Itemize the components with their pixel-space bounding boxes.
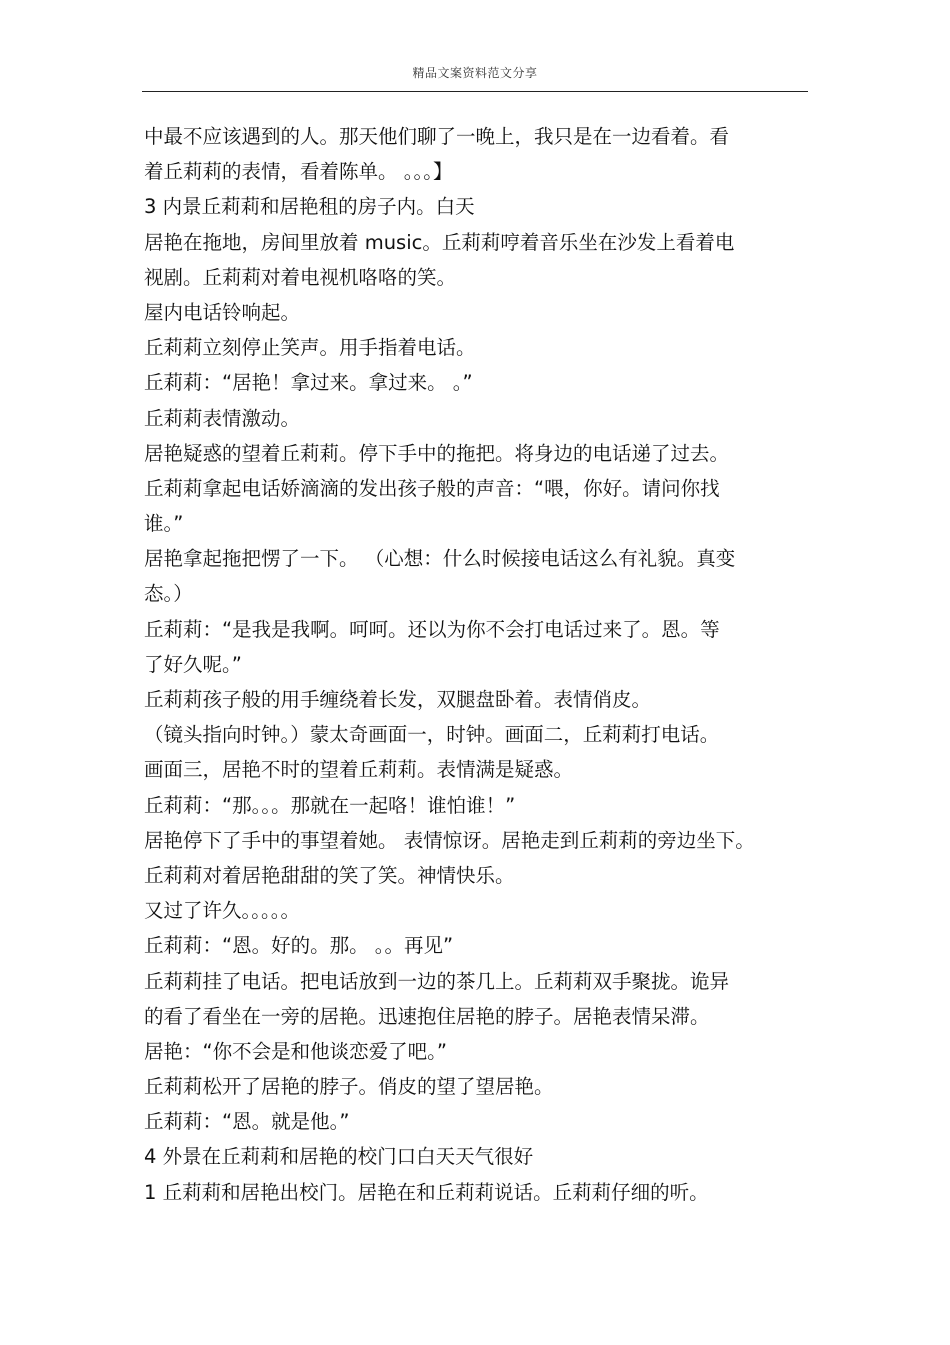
dialogue-line: 丘莉莉：“恩。就是他。”	[144, 1110, 350, 1134]
text-line: 丘莉莉挂了电话。把电话放到一边的茶几上。丘莉莉双手聚拢。诡异	[144, 969, 730, 993]
header-divider	[142, 91, 808, 92]
text-line: 居艳在拖地，房间里放着 music。丘莉莉哼着音乐坐在沙发上看着电	[144, 230, 735, 254]
text-line: 着丘莉莉的表情，看着陈单。 。。。】	[144, 160, 453, 184]
text-line: 丘莉莉立刻停止笑声。用手指着电话。	[144, 336, 476, 360]
text-line: 的看了看坐在一旁的居艳。迅速抱住居艳的脖子。居艳表情呆滞。	[144, 1004, 710, 1028]
dialogue-line: 丘莉莉：“恩。好的。那。 。。再见”	[144, 934, 454, 958]
page-header: 精品文案资料范文分享	[412, 66, 538, 80]
dialogue-line: 居艳：“你不会是和他谈恋爱了吧。”	[144, 1039, 447, 1063]
dialogue-line: 丘莉莉：“是我是我啊。呵呵。还以为你不会打电话过来了。恩。等	[144, 617, 720, 641]
text-line: 又过了许久。。。。。	[144, 899, 301, 923]
text-line: 态。）	[144, 582, 193, 606]
dialogue-line: 丘莉莉：“那。。。那就在一起咯！谁怕谁！”	[144, 793, 516, 817]
text-line: 1 丘莉莉和居艳出校门。居艳在和丘莉莉说话。丘莉莉仔细的听。	[144, 1180, 709, 1204]
text-line: 了好久呢。”	[144, 652, 242, 676]
text-line: 居艳疑惑的望着丘莉莉。停下手中的拖把。将身边的电话递了过去。	[144, 441, 730, 465]
text-line: （镜头指向时钟。）蒙太奇画面一，时钟。画面二，丘莉莉打电话。	[144, 723, 720, 747]
text-line: 画面三，居艳不时的望着丘莉莉。表情满是疑惑。	[144, 758, 574, 782]
text-line: 居艳拿起拖把愣了一下。 （心想：什么时候接电话这么有礼貌。真变	[144, 547, 736, 571]
text-line: 屋内电话铃响起。	[144, 300, 301, 324]
text-line: 中最不应该遇到的人。那天他们聊了一晚上，我只是在一边看着。看	[144, 125, 730, 148]
text-line: 丘莉莉对着居艳甜甜的笑了笑。神情快乐。	[144, 863, 515, 887]
text-line: 丘莉莉表情激动。	[144, 406, 301, 430]
scene-heading: 3 内景丘莉莉和居艳租的房子内。白天	[144, 195, 475, 219]
text-line: 丘莉莉孩子般的用手缠绕着长发，双腿盘卧着。表情俏皮。	[144, 688, 652, 711]
scene-heading: 4 外景在丘莉莉和居艳的校门口白天天气很好	[144, 1145, 534, 1169]
script-body	[144, 119, 796, 1210]
text-line: 视剧。丘莉莉对着电视机咯咯的笑。	[144, 265, 457, 289]
text-line: 居艳停下了手中的事望着她。 表情惊讶。居艳走到丘莉莉的旁边坐下。	[144, 828, 755, 852]
text-line: 丘莉莉拿起电话娇滴滴的发出孩子般的声音：“喂，你好。请问你找	[144, 476, 720, 500]
dialogue-line: 丘莉莉：“居艳！拿过来。拿过来。 。”	[144, 371, 473, 395]
text-line: 丘莉莉松开了居艳的脖子。俏皮的望了望居艳。	[144, 1075, 554, 1099]
text-line: 谁。”	[144, 512, 184, 536]
